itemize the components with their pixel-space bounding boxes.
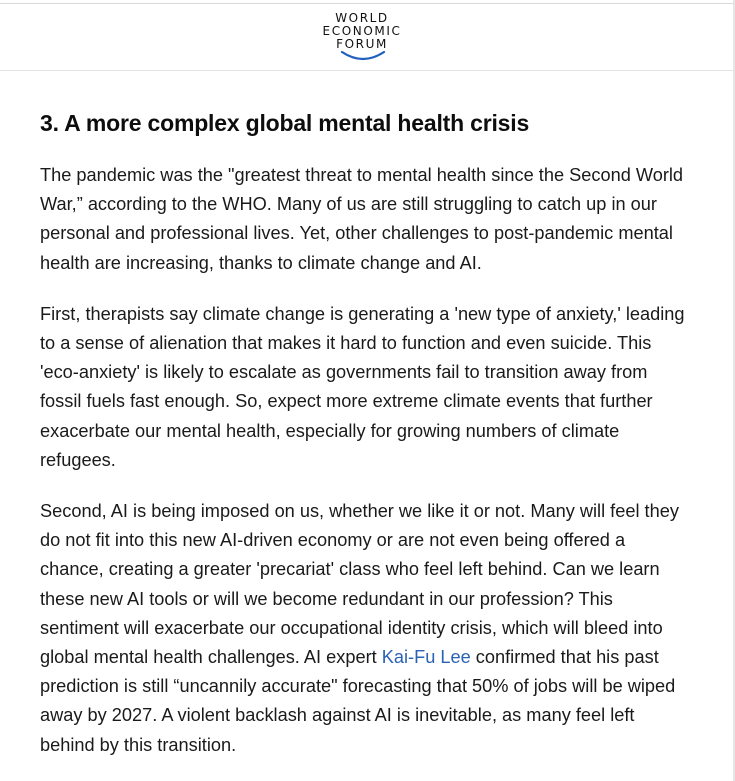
logo-line-world: WORLD: [335, 11, 389, 25]
paragraph-ai-text-after: confirmed that his past prediction is still “uncannily accurate" forecasting that 50% of jobs will be wiped away by 2027. A violent backlash against AI is inevitable, as many feel left behind by this transition.: [40, 647, 676, 755]
paragraph-ai-text-before: Second, AI is being imposed on us, whether we like it or not. Many will feel they do not fit into this new AI-driven economy or are not even being offered a chance, creating a greater 'precariat' class who feel left behind. Can we learn these new AI tools or will we become redundant in our profession? This sentiment will exacerbate our occupational identity crisis, which will bleed into global mental health challenges. AI expert: [40, 501, 679, 668]
kai-fu-lee-link[interactable]: Kai-Fu Lee: [381, 647, 471, 668]
article-body: [40, 107, 690, 781]
wef-logo[interactable]: [318, 12, 406, 64]
section-heading: 3. A more complex global mental health crisis: [40, 110, 530, 136]
logo-line-economic: ECONOMIC: [322, 24, 402, 38]
logo-line-forum: FORUM: [336, 37, 388, 51]
logo-arc-icon: [340, 48, 386, 64]
paragraph-pandemic: The pandemic was the "greatest threat to mental health since the Second World War,” according to the WHO. Many of us are still struggling to catch up in our personal and professional lives. Yet, other challenges to post-pandemic mental health are increasing, thanks to climate change and AI.: [40, 165, 684, 273]
paragraph-ai: [40, 497, 690, 760]
paragraph-climate: First, therapists say climate change is generating a 'new type of anxiety,' leading to a sense of alienation that makes it hard to function and even suicide. This 'eco-anxiety' is likely to escalate as governments fail to transition away from fossil fuels fast enough. So, expect more extreme climate events that further exacerbate our mental health, especially for growing numbers of climate refugees.: [40, 303, 685, 470]
site-header: [0, 4, 735, 71]
